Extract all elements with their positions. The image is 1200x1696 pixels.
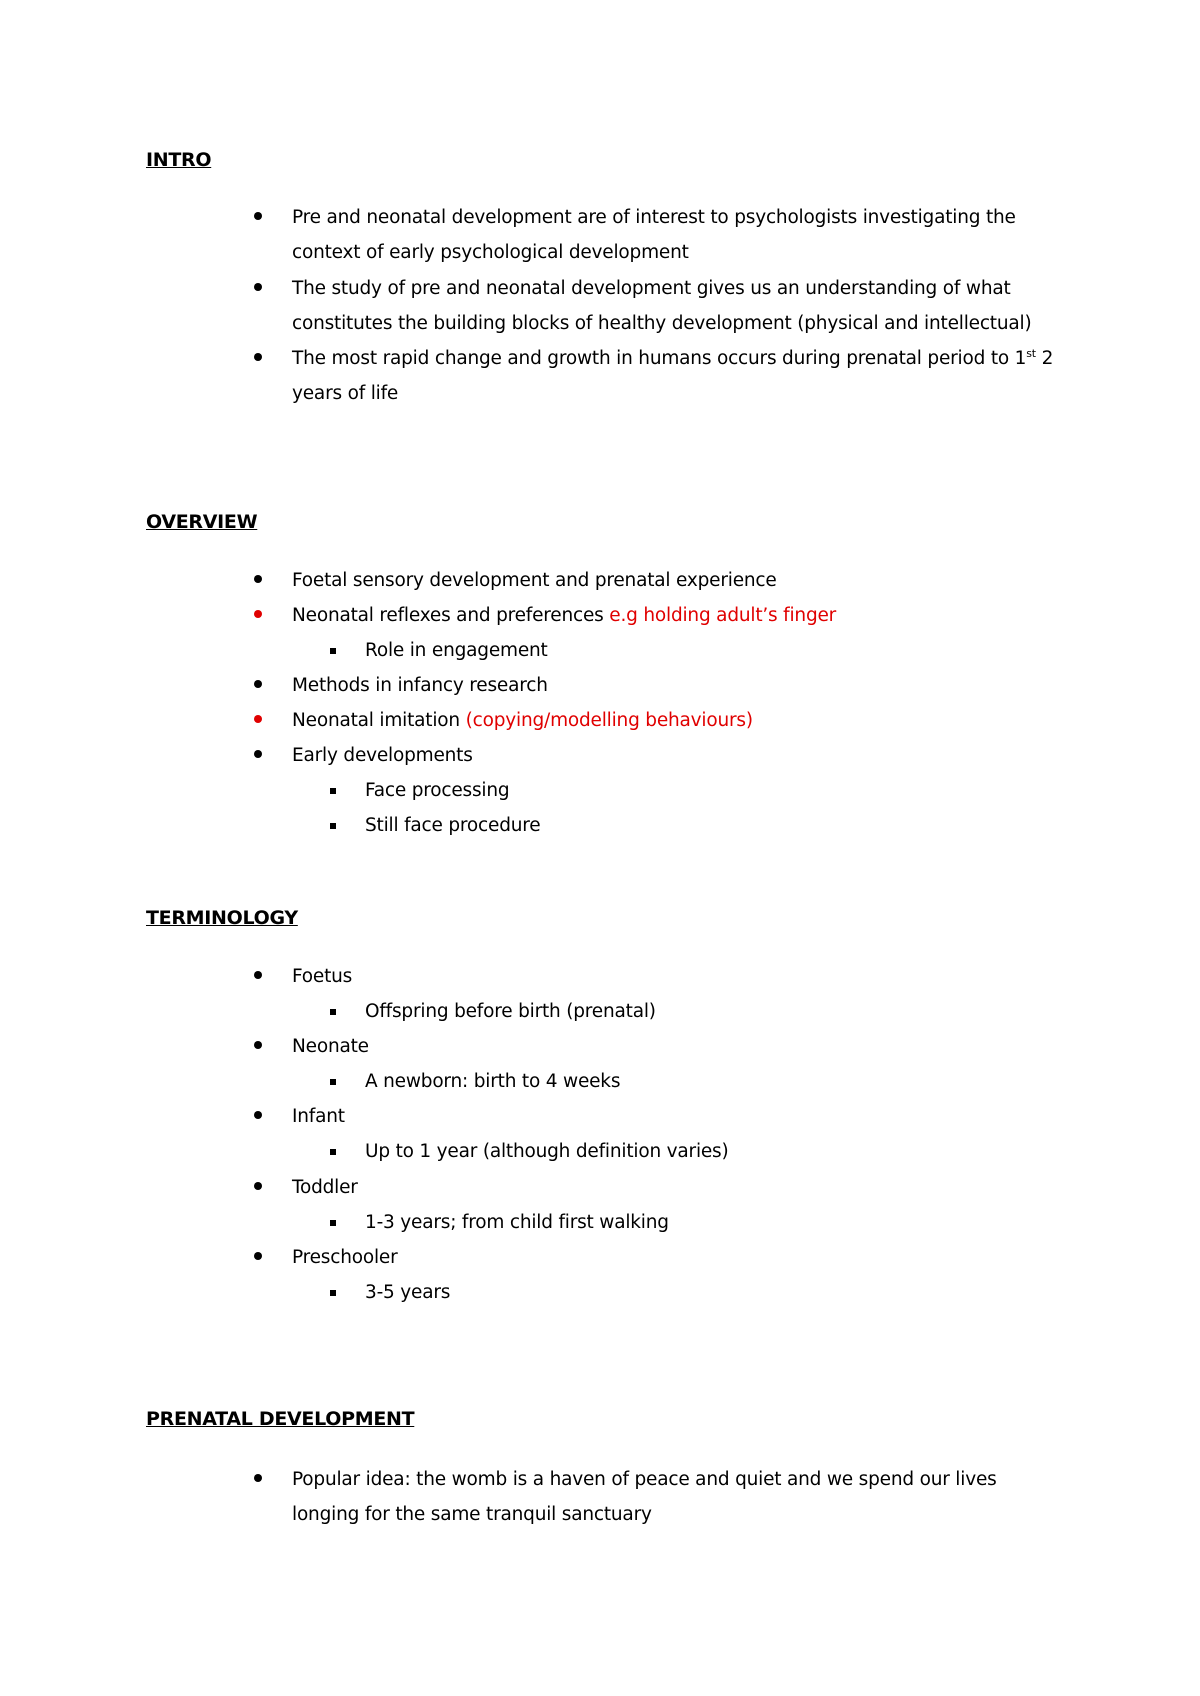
square-bullet-icon <box>330 1009 336 1015</box>
bullet-icon <box>254 353 262 361</box>
bullet-icon <box>254 971 262 979</box>
overview-item-3: Methods in infancy research <box>292 675 548 696</box>
term-toddler-definition: 1-3 years; from child first walking <box>365 1212 669 1233</box>
section-heading-overview: OVERVIEW <box>146 511 258 533</box>
overview-item-4 <box>292 709 753 733</box>
term-foetus-definition: Offspring before birth (prenatal) <box>365 1001 656 1022</box>
intro-item-3-text-end: 2 <box>1035 348 1054 369</box>
term-preschooler-definition: 3-5 years <box>365 1282 451 1303</box>
overview-item-4-note: (copying/modelling behaviours) <box>465 710 753 731</box>
section-heading-intro: INTRO <box>146 149 212 171</box>
intro-item-2-line-1: The study of pre and neonatal development gives us an understanding of what <box>292 278 1011 299</box>
intro-item-1-line-1: Pre and neonatal development are of interest to psychologists investigating the <box>292 207 1016 228</box>
bullet-icon <box>254 610 262 618</box>
prenatal-item-1-line-2: longing for the same tranquil sanctuary <box>292 1504 652 1525</box>
term-toddler: Toddler <box>292 1177 358 1198</box>
square-bullet-icon <box>330 1220 336 1226</box>
bullet-icon <box>254 212 262 220</box>
intro-item-3-line-1 <box>292 347 1053 371</box>
square-bullet-icon <box>330 788 336 794</box>
prenatal-item-1-line-1: Popular idea: the womb is a haven of peace and quiet and we spend our lives <box>292 1469 997 1490</box>
intro-item-2-line-2: constitutes the building blocks of healthy development (physical and intellectual) <box>292 313 1032 334</box>
term-foetus: Foetus <box>292 966 353 987</box>
intro-item-1-line-2: context of early psychological development <box>292 242 689 263</box>
term-infant: Infant <box>292 1106 345 1127</box>
overview-item-2-note: e.g holding adult’s finger <box>609 605 837 626</box>
overview-item-1: Foetal sensory development and prenatal experience <box>292 570 777 591</box>
section-heading-terminology: TERMINOLOGY <box>146 907 298 929</box>
square-bullet-icon <box>330 648 336 654</box>
overview-item-5-sub-2: Still face procedure <box>365 815 541 836</box>
bullet-icon <box>254 1252 262 1260</box>
overview-item-5: Early developments <box>292 745 473 766</box>
overview-item-4-text: Neonatal imitation <box>292 710 466 731</box>
term-infant-definition: Up to 1 year (although definition varies) <box>365 1141 729 1162</box>
bullet-icon <box>254 750 262 758</box>
overview-item-2-sub: Role in engagement <box>365 640 548 661</box>
bullet-icon <box>254 1182 262 1190</box>
intro-item-3-line-2: years of life <box>292 383 399 404</box>
section-heading-prenatal-development: PRENATAL DEVELOPMENT <box>146 1408 415 1430</box>
bullet-icon <box>254 1474 262 1482</box>
bullet-icon <box>254 680 262 688</box>
square-bullet-icon <box>330 1290 336 1296</box>
term-neonate-definition: A newborn: birth to 4 weeks <box>365 1071 621 1092</box>
square-bullet-icon <box>330 1149 336 1155</box>
overview-item-2 <box>292 604 836 628</box>
overview-item-2-text: Neonatal reflexes and preferences <box>292 605 610 626</box>
overview-item-5-sub-1: Face processing <box>365 780 510 801</box>
term-neonate: Neonate <box>292 1036 369 1057</box>
bullet-icon <box>254 575 262 583</box>
square-bullet-icon <box>330 823 336 829</box>
bullet-icon <box>254 283 262 291</box>
square-bullet-icon <box>330 1079 336 1085</box>
intro-item-3-text: The most rapid change and growth in humans occurs during prenatal period to 1 <box>292 348 1027 369</box>
superscript: st <box>1026 346 1036 360</box>
bullet-icon <box>254 1111 262 1119</box>
bullet-icon <box>254 1041 262 1049</box>
bullet-icon <box>254 715 262 723</box>
term-preschooler: Preschooler <box>292 1247 398 1268</box>
